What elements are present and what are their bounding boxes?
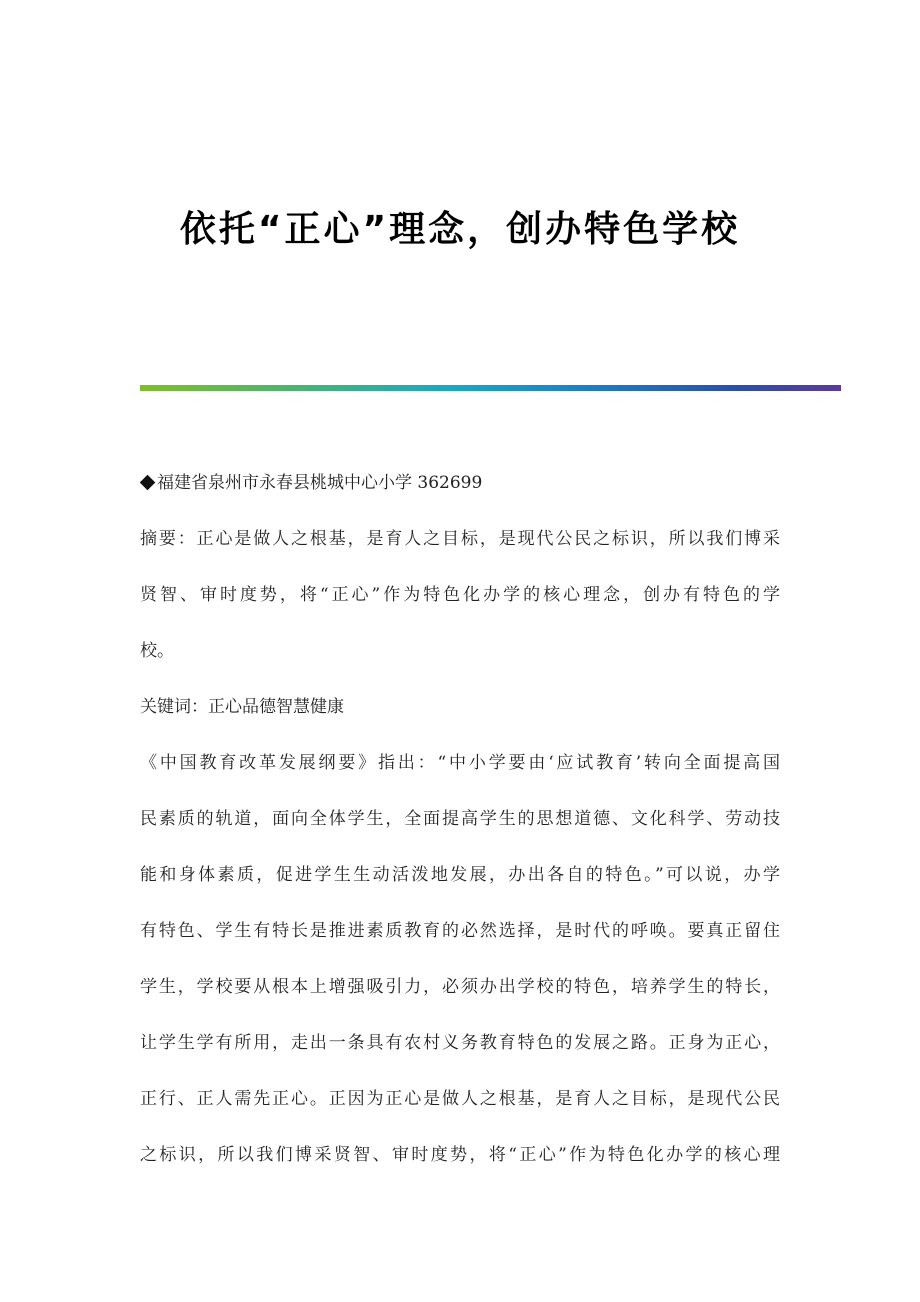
abstract	[140, 523, 780, 667]
body-line: 能和身体素质，促进学生生动活泼地发展，办出各自的特色。”可以说，办学	[140, 865, 780, 885]
body-paragraph	[140, 747, 780, 1171]
abstract-line: 摘要：正心是做人之根基，是育人之目标，是现代公民之标识，所以我们博采	[140, 529, 780, 549]
document-title: 依托“正心”理念，创办特色学校	[179, 209, 741, 250]
author-affiliation-text: 福建省泉州市永春县桃城中心小学 362699	[157, 473, 483, 493]
document-body	[140, 467, 780, 1171]
abstract-line: 贤智、审时度势，将“正心”作为特色化办学的核心理念，创办有特色的学	[140, 585, 780, 605]
body-line: 正行、正人需先正心。正因为正心是做人之根基，是育人之目标，是现代公民	[140, 1089, 780, 1109]
diamond-bullet-icon	[140, 475, 155, 491]
title-divider	[140, 385, 841, 391]
keywords: 关键词：正心品德智慧健康	[140, 697, 344, 717]
body-line: 学生，学校要从根本上增强吸引力，必须办出学校的特色，培养学生的特长，	[140, 977, 780, 997]
body-line: 《中国教育改革发展纲要》指出：“中小学要由‘应试教育’转向全面提高国	[140, 753, 780, 773]
body-line: 让学生学有所用，走出一条具有农村义务教育特色的发展之路。正身为正心，	[140, 1033, 780, 1053]
body-line: 民素质的轨道，面向全体学生，全面提高学生的思想道德、文化科学、劳动技	[140, 809, 780, 829]
author-affiliation	[140, 467, 780, 499]
body-line: 有特色、学生有特长是推进素质教育的必然选择，是时代的呼唤。要真正留住	[140, 921, 780, 941]
abstract-line: 校。	[140, 641, 174, 661]
body-line: 之标识，所以我们博采贤智、审时度势，将“正心”作为特色化办学的核心理	[140, 1145, 780, 1165]
